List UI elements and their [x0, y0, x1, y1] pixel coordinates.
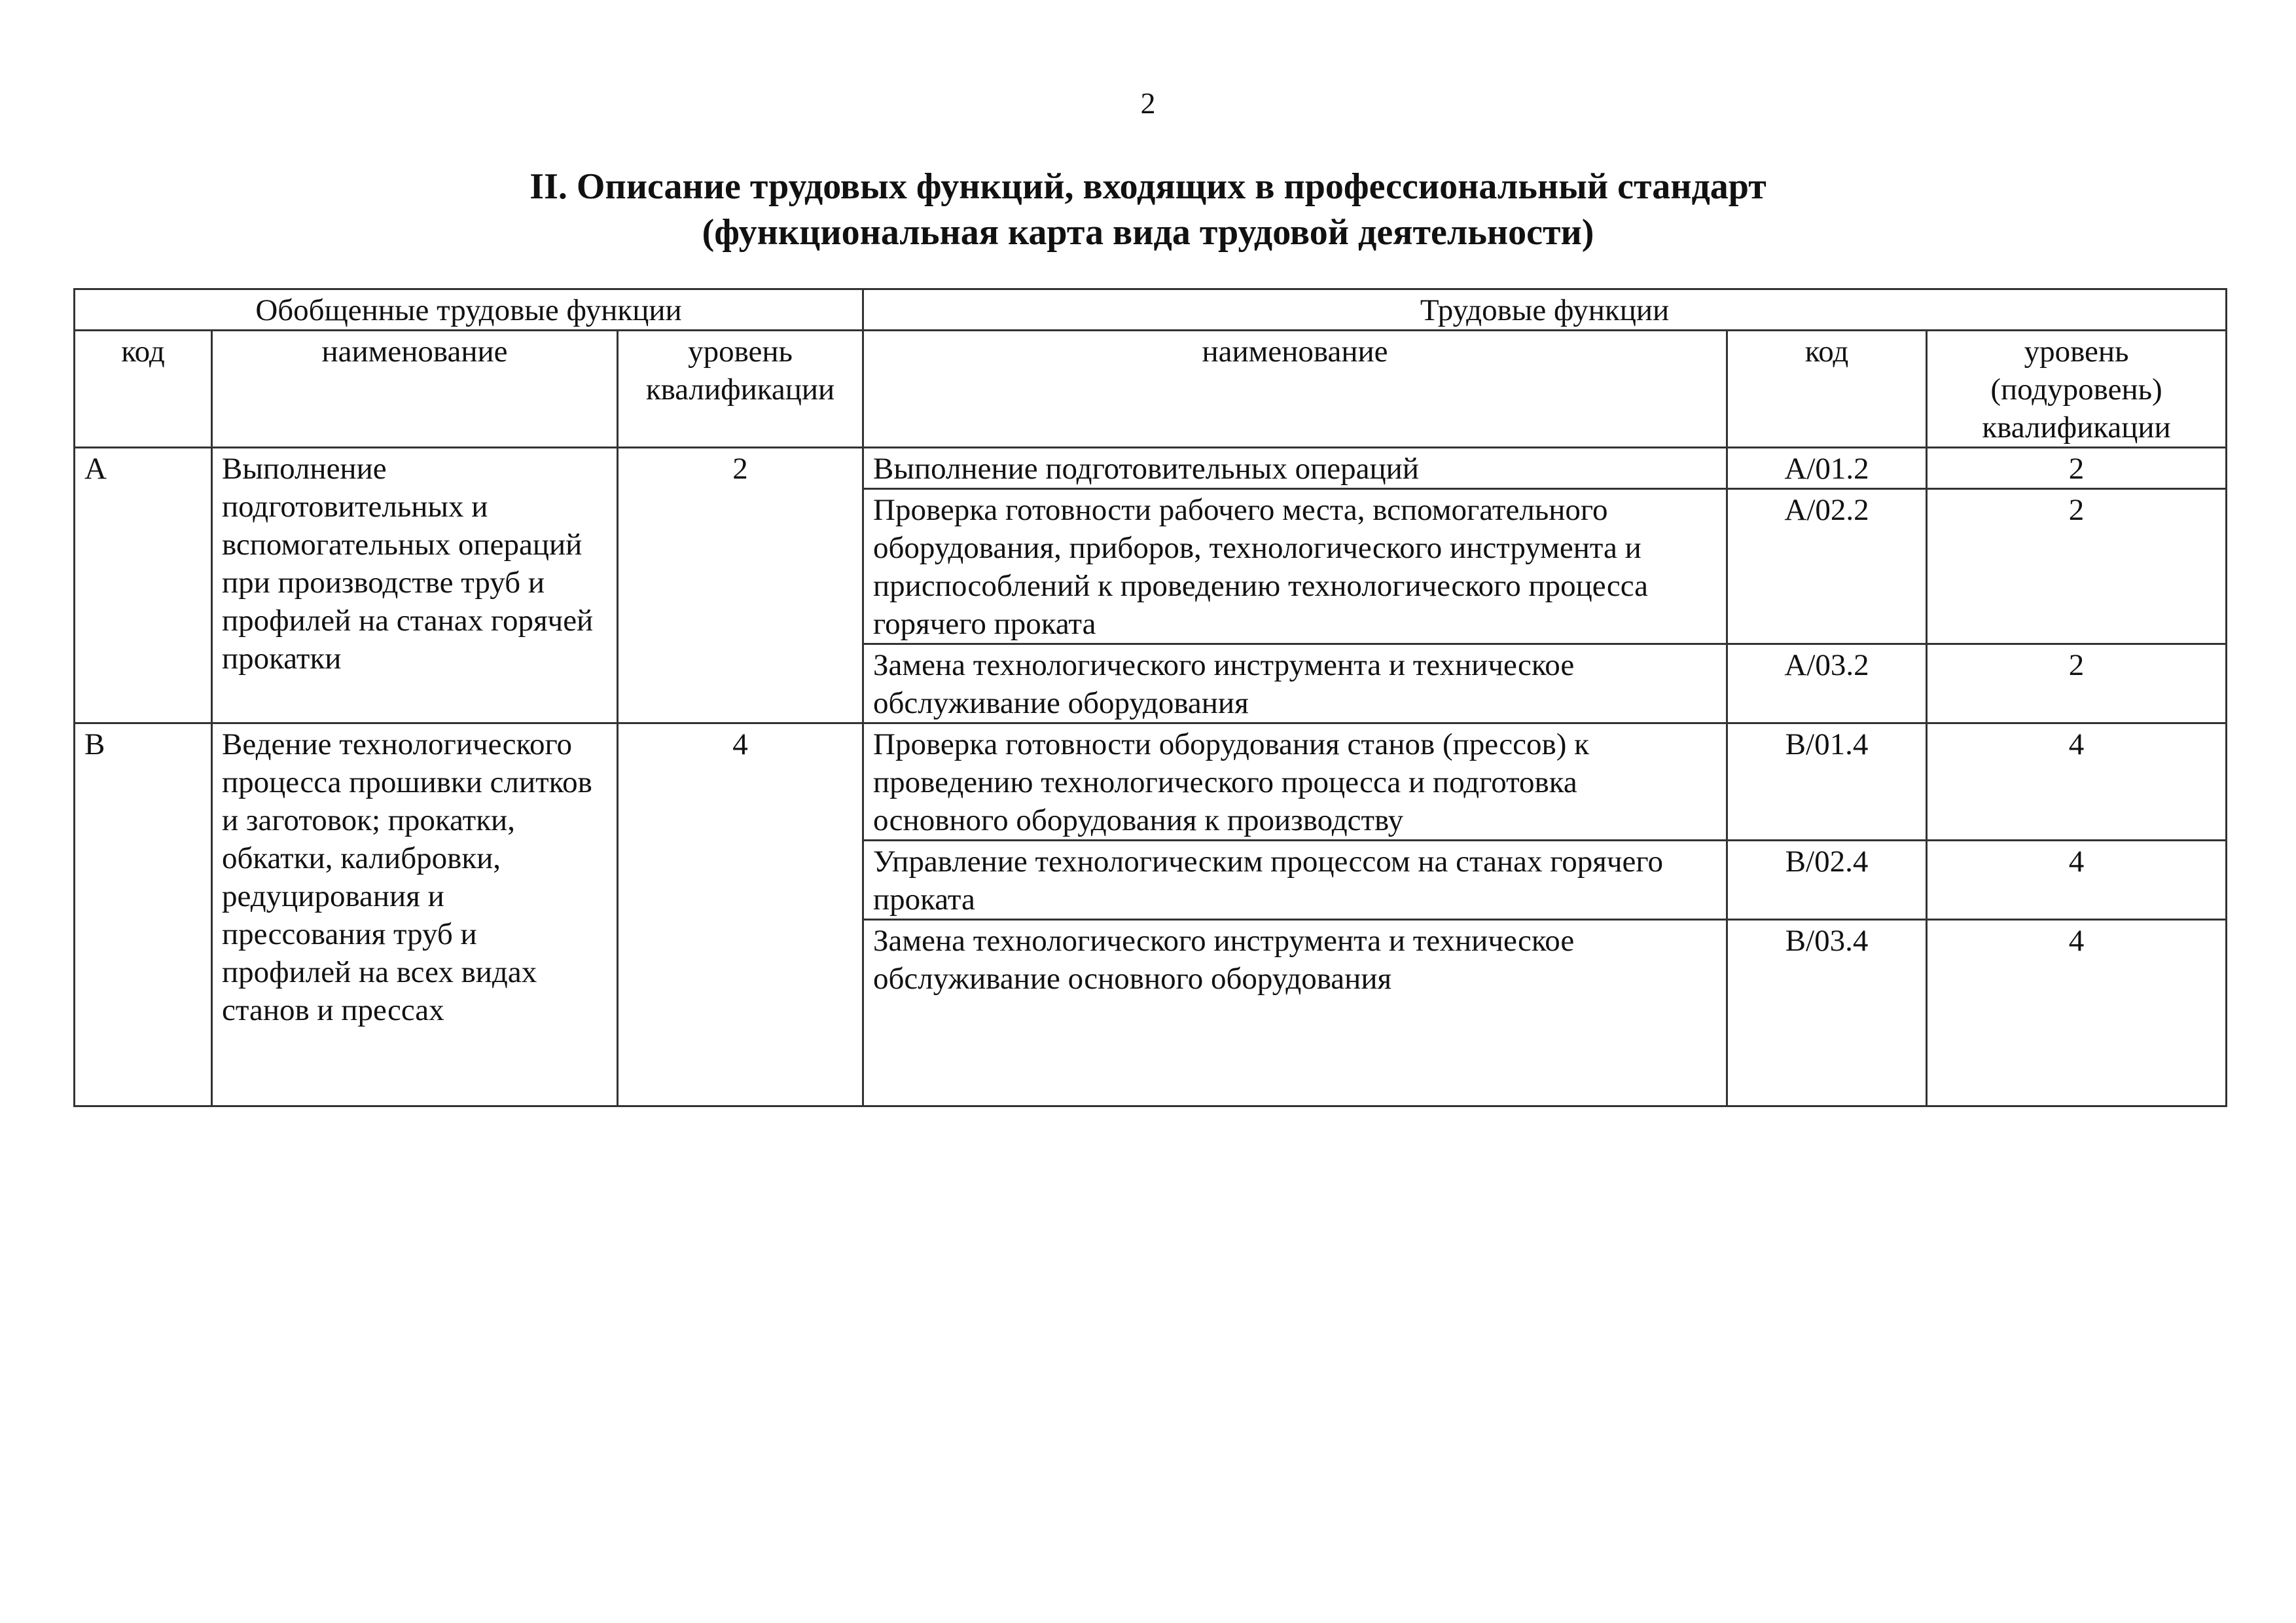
col-header-fn-name: наименование: [863, 331, 1727, 448]
group-name: Выполнение подготовительных и вспомогательных операций при производстве труб и профилей на станах горячей прокатки: [212, 448, 618, 723]
col-header-fn-code: код: [1727, 331, 1927, 448]
generalized-functions-header: Обобщенные трудовые функции: [75, 289, 863, 331]
table-row: [75, 448, 2227, 489]
column-header-row: [75, 331, 2227, 448]
function-code: В/03.4: [1727, 920, 1927, 1106]
function-level: 2: [1927, 489, 2227, 644]
group-code: В: [75, 723, 212, 1106]
function-level: 2: [1927, 644, 2227, 723]
group-code: А: [75, 448, 212, 723]
function-name: Выполнение подготовительных операций: [863, 448, 1727, 489]
title-line-1: II. Описание трудовых функций, входящих в профессиональный стандарт: [529, 166, 1767, 207]
function-code: В/02.4: [1727, 841, 1927, 920]
function-code: А/02.2: [1727, 489, 1927, 644]
group-level: 4: [618, 723, 863, 1106]
col-header-gen-name: наименование: [212, 331, 618, 448]
page-title: [0, 164, 2296, 255]
title-line-2: (функциональная карта вида трудовой деятельности): [702, 212, 1594, 253]
function-name: Замена технологического инструмента и техническое обслуживание основного оборудования: [863, 920, 1727, 1106]
functional-map-table: [73, 288, 2227, 1107]
function-level: 4: [1927, 723, 2227, 841]
page-number: 2: [1140, 86, 1156, 120]
function-name: Проверка готовности рабочего места, вспомогательного оборудования, приборов, технологического инструмента и приспособлений к проведению технологического процесса горячего проката: [863, 489, 1727, 644]
col-header-gen-level: уровень квалификации: [618, 331, 863, 448]
function-level: 4: [1927, 841, 2227, 920]
function-code: В/01.4: [1727, 723, 1927, 841]
function-level: 4: [1927, 920, 2227, 1106]
function-code: А/03.2: [1727, 644, 1927, 723]
table-row: [75, 723, 2227, 841]
function-name: Управление технологическим процессом на станах горячего проката: [863, 841, 1727, 920]
group-header-row: [75, 289, 2227, 331]
col-header-gen-code: код: [75, 331, 212, 448]
group-name: Ведение технологического процесса прошивки слитков и заготовок; прокатки, обкатки, калибровки, редуцирования и прессования труб и профилей на всех видах станов и прессах: [212, 723, 618, 1106]
labor-functions-header: Трудовые функции: [863, 289, 2227, 331]
group-level: 2: [618, 448, 863, 723]
function-name: Проверка готовности оборудования станов (прессов) к проведению технологического процесса и подготовка основного оборудования к производству: [863, 723, 1727, 841]
function-level: 2: [1927, 448, 2227, 489]
col-header-fn-level: уровень (подуровень) квалификации: [1927, 331, 2227, 448]
function-code: А/01.2: [1727, 448, 1927, 489]
function-name: Замена технологического инструмента и техническое обслуживание оборудования: [863, 644, 1727, 723]
